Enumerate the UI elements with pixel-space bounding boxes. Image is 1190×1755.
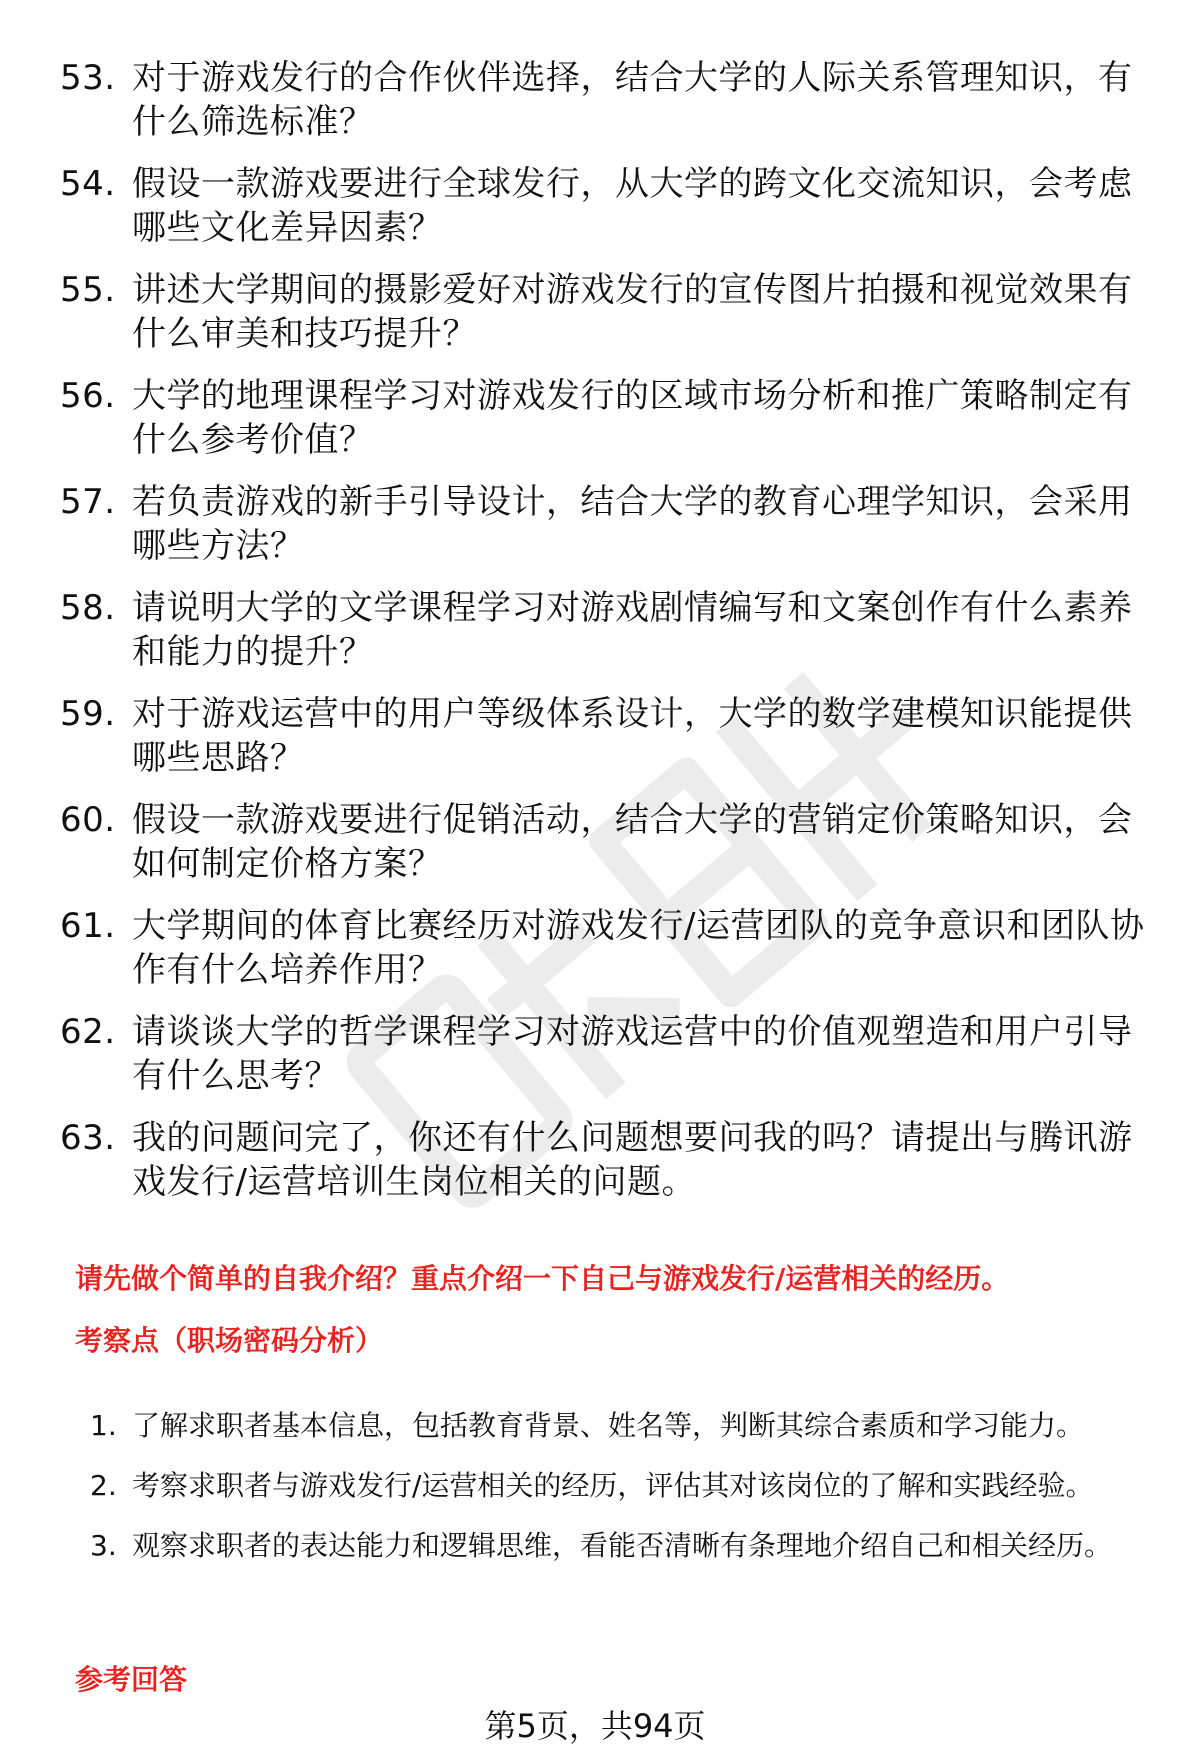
question-text: 讲述大学期间的摄影爱好对游戏发行的宣传图片拍摄和视觉效果有什么审美和技巧提升？ bbox=[132, 270, 1133, 354]
question-text: 假设一款游戏要进行促销活动，结合大学的营销定价策略知识，会如何制定价格方案？ bbox=[132, 800, 1133, 884]
point-number: 1. bbox=[90, 1409, 117, 1442]
question-number: 61. bbox=[60, 906, 116, 946]
question-number: 55. bbox=[60, 270, 116, 310]
question-text: 我的问题问完了，你还有什么问题想要问我的吗？请提出与腾讯游戏发行/运营培训生岗位相关的问题。 bbox=[132, 1118, 1133, 1202]
question-item bbox=[60, 798, 1160, 886]
intro-question-heading: 请先做个简单的自我介绍？重点介绍一下自己与游戏发行/运营相关的经历。 bbox=[75, 1262, 1010, 1295]
point-text: 观察求职者的表达能力和逻辑思维，看能否清晰有条理地介绍自己和相关经历。 bbox=[132, 1529, 1113, 1562]
question-item bbox=[60, 268, 1160, 356]
question-number: 56. bbox=[60, 376, 116, 416]
question-item bbox=[60, 692, 1160, 780]
question-text: 大学的地理课程学习对游戏发行的区域市场分析和推广策略制定有什么参考价值？ bbox=[132, 376, 1133, 460]
question-text: 假设一款游戏要进行全球发行，从大学的跨文化交流知识，会考虑哪些文化差异因素？ bbox=[132, 164, 1133, 248]
point-text: 考察求职者与游戏发行/运营相关的经历，评估其对该岗位的了解和实践经验。 bbox=[132, 1469, 1094, 1502]
question-list bbox=[60, 56, 1160, 1222]
question-number: 53. bbox=[60, 58, 116, 98]
assessment-points-heading: 考察点（职场密码分析） bbox=[75, 1324, 384, 1357]
question-number: 62. bbox=[60, 1012, 116, 1052]
question-number: 58. bbox=[60, 588, 116, 628]
question-item bbox=[60, 480, 1160, 568]
point-number: 2. bbox=[90, 1469, 117, 1502]
question-item bbox=[60, 374, 1160, 462]
question-text: 对于游戏运营中的用户等级体系设计，大学的数学建模知识能提供哪些思路？ bbox=[132, 694, 1133, 778]
question-number: 57. bbox=[60, 482, 116, 522]
assessment-points-list bbox=[90, 1396, 1160, 1576]
point-text: 了解求职者基本信息，包括教育背景、姓名等，判断其综合素质和学习能力。 bbox=[132, 1409, 1085, 1442]
question-number: 54. bbox=[60, 164, 116, 204]
question-item bbox=[60, 1010, 1160, 1098]
assessment-point bbox=[90, 1516, 1160, 1576]
question-text: 若负责游戏的新手引导设计，结合大学的教育心理学知识，会采用哪些方法？ bbox=[132, 482, 1133, 566]
point-number: 3. bbox=[90, 1529, 117, 1562]
question-number: 63. bbox=[60, 1118, 116, 1158]
question-item bbox=[60, 1116, 1160, 1204]
question-text: 请说明大学的文学课程学习对游戏剧情编写和文案创作有什么素养和能力的提升？ bbox=[132, 588, 1133, 672]
question-text: 对于游戏发行的合作伙伴选择，结合大学的人际关系管理知识，有什么筛选标准？ bbox=[132, 58, 1133, 142]
question-item bbox=[60, 56, 1160, 144]
assessment-point bbox=[90, 1456, 1160, 1516]
question-number: 59. bbox=[60, 694, 116, 734]
page-footer: 第5页，共94页 bbox=[484, 1707, 706, 1745]
question-text: 大学期间的体育比赛经历对游戏发行/运营团队的竞争意识和团队协作有什么培养作用？ bbox=[132, 906, 1145, 990]
question-text: 请谈谈大学的哲学课程学习对游戏运营中的价值观塑造和用户引导有什么思考？ bbox=[132, 1012, 1133, 1096]
question-number: 60. bbox=[60, 800, 116, 840]
question-item bbox=[60, 586, 1160, 674]
assessment-point bbox=[90, 1396, 1160, 1456]
reference-answer-heading: 参考回答 bbox=[75, 1663, 188, 1696]
question-item bbox=[60, 904, 1160, 992]
question-item bbox=[60, 162, 1160, 250]
